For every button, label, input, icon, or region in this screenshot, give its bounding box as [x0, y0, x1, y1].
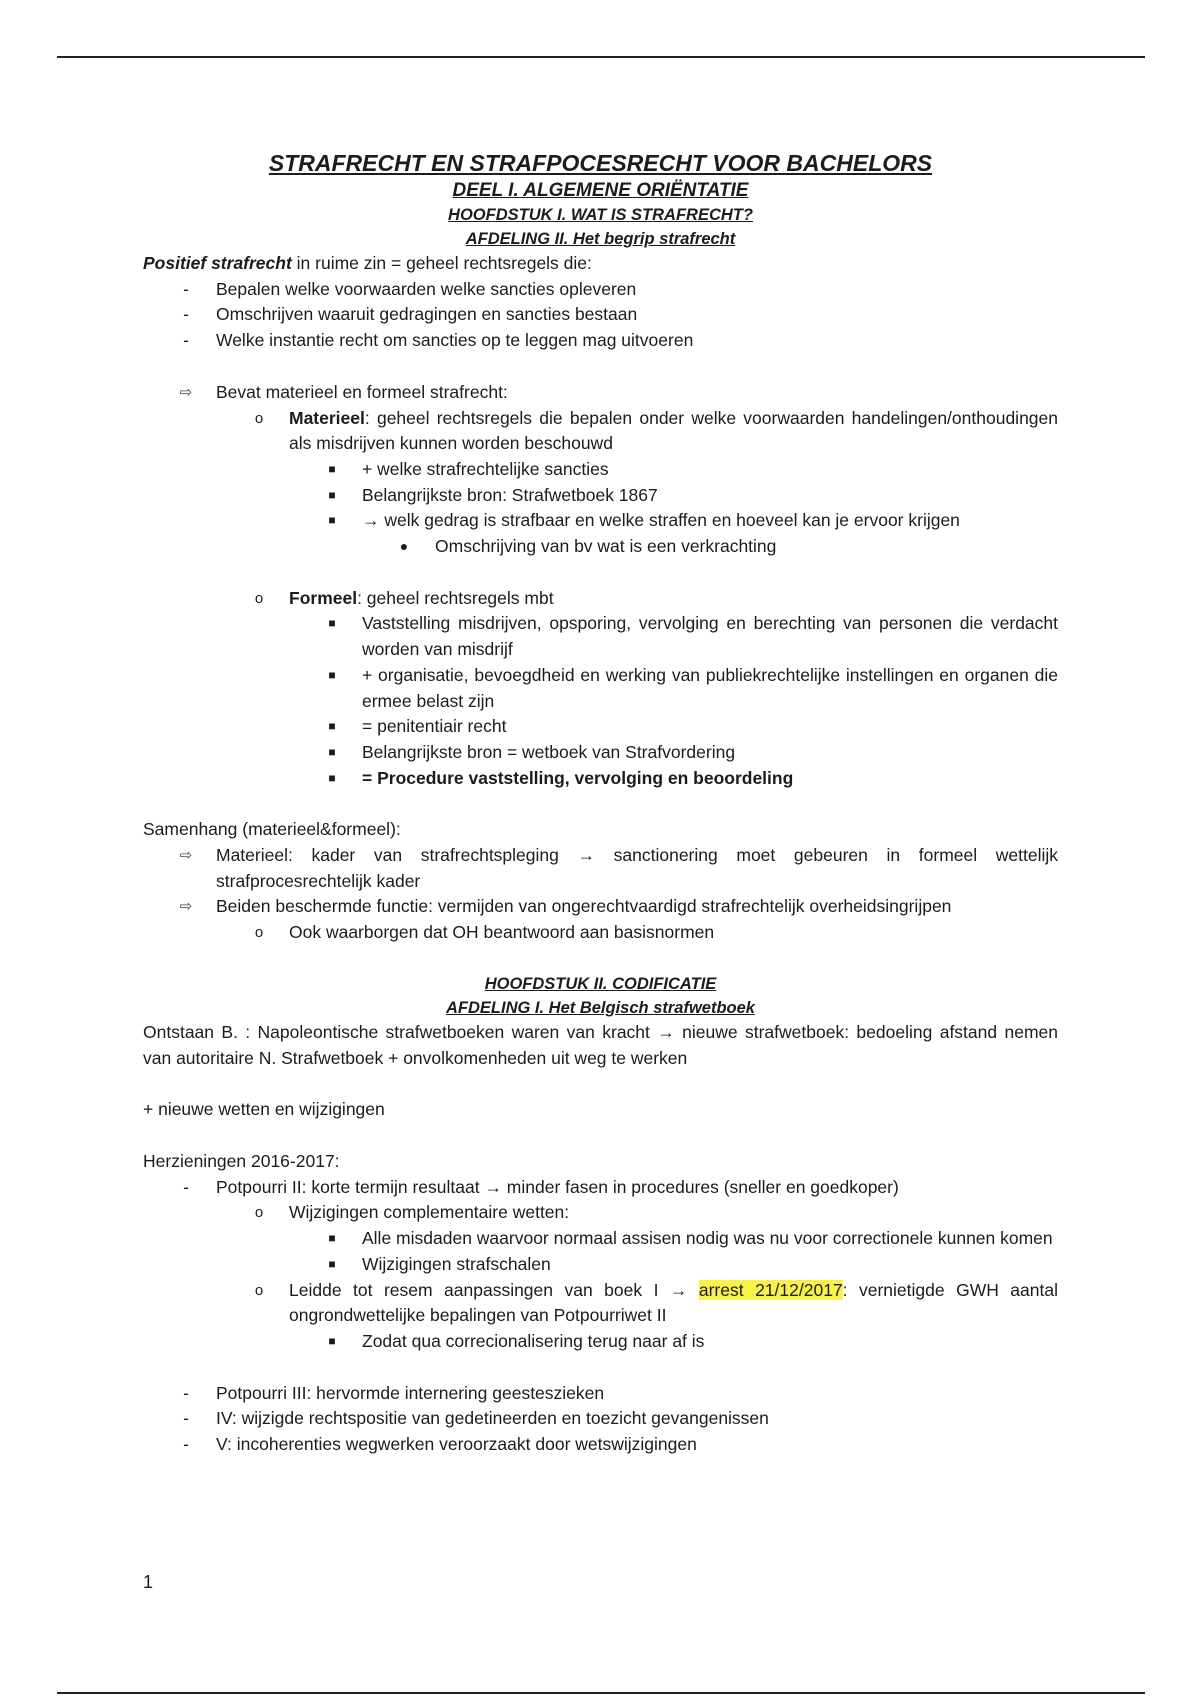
list-item: [143, 1252, 1058, 1278]
list-item: [143, 1381, 1058, 1407]
circle-bullet-icon: o: [254, 1281, 264, 1299]
highlighted-arrest-date: arrest 21/12/2017: [698, 1279, 843, 1300]
list-item-text: + welke strafrechtelijke sancties: [362, 458, 609, 479]
intro-paragraph: [143, 251, 1058, 277]
list-item: [143, 843, 1058, 894]
circle-bullet-icon: o: [254, 409, 264, 427]
list-item-text: Potpourri II: korte termijn resultaat → minder fasen in procedures (sneller en goedkoper): [216, 1176, 899, 1197]
square-bullet-icon: ■: [328, 770, 336, 785]
list-item: [143, 328, 1058, 354]
list-item: [143, 894, 1058, 920]
list-item: [143, 380, 1058, 406]
list-item-text: Materieel: kader van strafrechtspleging → sanctionering moet gebeuren in formeel wettelijk strafprocesrechtelijk kader: [216, 845, 1058, 891]
dash-marker: -: [183, 330, 189, 351]
square-bullet-icon: ■: [328, 487, 336, 502]
list-item-materieel: [143, 406, 1058, 457]
dash-marker: -: [183, 1382, 189, 1403]
list-item: [143, 508, 1058, 534]
list-item: [143, 766, 1058, 792]
list-item: [143, 663, 1058, 714]
square-bullet-icon: ■: [328, 616, 336, 631]
square-bullet-icon: ■: [328, 719, 336, 734]
list-item-text: Ook waarborgen dat OH beantwoord aan basisnormen: [289, 922, 715, 943]
page-number: 1: [143, 1572, 154, 1592]
list-item: [143, 1200, 1058, 1226]
list-item-text: → welk gedrag is strafbaar en welke straffen en hoeveel kan je ervoor krijgen: [362, 510, 960, 531]
circle-bullet-icon: o: [254, 589, 264, 607]
arrow-icon: ⇨: [179, 898, 193, 916]
square-bullet-icon: ■: [328, 744, 336, 759]
header-rule: [57, 56, 1145, 58]
list-item-text: Zodat qua correcionalisering terug naar af is: [362, 1330, 705, 1351]
chapter-heading-2: HOOFDSTUK II. CODIFICATIE: [484, 974, 717, 993]
square-bullet-icon: ■: [328, 513, 336, 528]
list-item-text: Leidde tot resem aanpassingen van boek I →: [289, 1279, 699, 1300]
circle-bullet-icon: o: [254, 924, 264, 942]
list-item-text: Beiden beschermde functie: vermijden van ongerechtvaardigd strafrechtelijk overheidsingrijpen: [216, 896, 952, 917]
list-item-text: Omschrijven waaruit gedragingen en sancties bestaan: [216, 304, 638, 325]
list-item: [143, 534, 1058, 560]
nieuwe-wetten-paragraph: + nieuwe wetten en wijzigingen: [143, 1099, 385, 1120]
list-item-text: V: incoherenties wegwerken veroorzaakt door wetswijzigingen: [216, 1434, 697, 1455]
list-item-text: Bepalen welke voorwaarden welke sancties opleveren: [216, 278, 637, 299]
list-item: [143, 611, 1058, 662]
materieel-label: Materieel: [289, 407, 365, 428]
herzieningen-title: Herzieningen 2016-2017:: [143, 1150, 340, 1171]
list-item: [143, 457, 1058, 483]
square-bullet-icon: ■: [328, 461, 336, 476]
list-item-text-bold: = Procedure vaststelling, vervolging en beoordeling: [362, 767, 794, 788]
list-item-text: Alle misdaden waarvoor normaal assisen nodig was nu voor correctionele kunnen komen: [362, 1228, 1053, 1249]
list-item: [143, 714, 1058, 740]
list-item-text: Omschrijving van bv wat is een verkrachting: [435, 536, 777, 557]
list-item: [143, 277, 1058, 303]
intro-text: in ruime zin = geheel rechtsregels die:: [291, 253, 592, 273]
document-page: [143, 148, 1058, 1458]
list-item-text: : vernietigde GWH aantal ongrondwettelijke bepalingen van Potpourriwet II: [289, 1279, 1058, 1326]
ontstaan-paragraph: Ontstaan B. : Napoleontische strafwetboeken waren van kracht → nieuwe strafwetboek: bedoeling afstand nemen van autoritaire N. Strafwetboek + onvolkomenheden uit weg te werken: [143, 1021, 1058, 1068]
dash-marker: -: [183, 278, 189, 299]
list-item-text: = penitentiair recht: [362, 716, 507, 737]
chapter-heading-1: HOOFDSTUK I. WAT IS STRAFRECHT?: [448, 206, 753, 224]
arrow-icon: ⇨: [179, 383, 193, 401]
list-item-text: Belangrijkste bron = wetboek van Strafvordering: [362, 741, 736, 762]
section-heading-afdeling-1: AFDELING I. Het Belgisch strafwetboek: [446, 998, 755, 1017]
formeel-label: Formeel: [289, 587, 358, 608]
deel-heading: DEEL I. ALGEMENE ORIËNTATIE: [452, 180, 749, 201]
list-item: [143, 1175, 1058, 1201]
formeel-text: : geheel rechtsregels mbt: [357, 587, 554, 608]
square-bullet-icon: ■: [328, 1256, 336, 1271]
list-item: [143, 1329, 1058, 1355]
list-item: [143, 1432, 1058, 1458]
square-bullet-icon: ■: [328, 1231, 336, 1246]
list-item-text: Vaststelling misdrijven, opsporing, vervolging en berechting van personen die verdacht worden van misdrijf: [362, 613, 1058, 660]
list-item: [143, 1406, 1058, 1432]
materieel-text: : geheel rechtsregels die bepalen onder welke voorwaarden handelingen/onthoudingen als misdrijven kunnen worden beschouwd: [289, 407, 1058, 454]
circle-bullet-icon: o: [254, 1204, 264, 1222]
list-item: [143, 740, 1058, 766]
list-item-text: Bevat materieel en formeel strafrecht:: [216, 381, 508, 402]
list-item-text: Wijzigingen complementaire wetten:: [289, 1202, 570, 1223]
section-heading-afdeling-2: AFDELING II. Het begrip strafrecht: [465, 230, 736, 248]
square-bullet-icon: ■: [328, 1333, 336, 1348]
arrow-icon: ⇨: [179, 847, 193, 865]
footer-rule: [57, 1692, 1145, 1694]
list-item: [143, 302, 1058, 328]
list-item-text: Wijzigingen strafschalen: [362, 1253, 551, 1274]
samenhang-title: Samenhang (materieel&formeel):: [143, 819, 401, 840]
dash-marker: -: [183, 1408, 189, 1429]
list-item-text: IV: wijzigde rechtspositie van gedetineerden en toezicht gevangenissen: [216, 1408, 769, 1429]
positief-strafrecht-term: Positief strafrecht: [143, 253, 292, 273]
list-item-text: Belangrijkste bron: Strafwetboek 1867: [362, 484, 658, 505]
square-bullet-icon: ■: [328, 667, 336, 682]
list-item: [143, 920, 1058, 946]
dash-marker: -: [183, 304, 189, 325]
round-bullet-icon: ●: [399, 538, 409, 555]
dash-marker: -: [183, 1176, 189, 1197]
list-item-text: Potpourri III: hervormde internering geesteszieken: [216, 1382, 605, 1403]
list-item-text: Welke instantie recht om sancties op te leggen mag uitvoeren: [216, 330, 694, 351]
list-item-text: + organisatie, bevoegdheid en werking van publiekrechtelijke instellingen en organen die ermee belast zijn: [362, 664, 1058, 711]
list-item: [143, 1226, 1058, 1252]
list-item: [143, 483, 1058, 509]
list-item: [143, 1278, 1058, 1329]
document-title: STRAFRECHT EN STRAFPOCESRECHT VOOR BACHELORS: [268, 150, 933, 176]
dash-marker: -: [183, 1434, 189, 1455]
list-item-formeel: [143, 586, 1058, 612]
